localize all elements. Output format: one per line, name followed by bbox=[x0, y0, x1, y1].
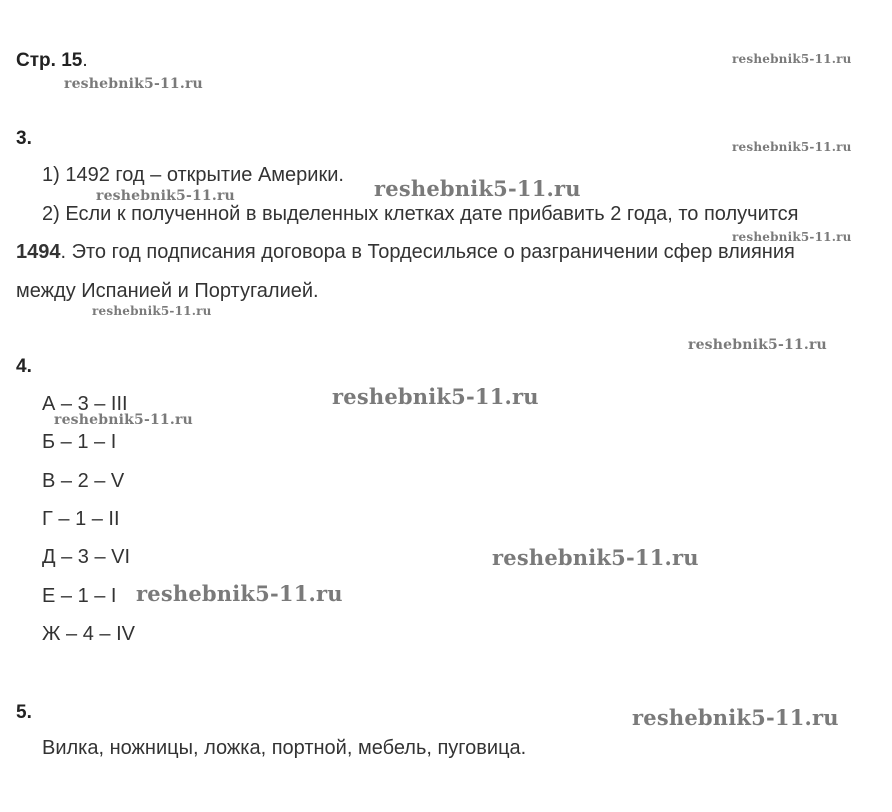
watermark: reshebnik5-11.ru bbox=[632, 705, 839, 730]
watermark: reshebnik5-11.ru bbox=[732, 140, 852, 154]
task4-item-d: Д – 3 – VI bbox=[42, 546, 131, 568]
task3-line1: 1) 1492 год – открытие Америки. bbox=[42, 164, 344, 186]
watermark: reshebnik5-11.ru bbox=[332, 384, 539, 409]
watermark: reshebnik5-11.ru bbox=[374, 176, 581, 201]
watermark: reshebnik5-11.ru bbox=[688, 337, 827, 353]
watermark: reshebnik5-11.ru bbox=[96, 188, 235, 204]
page-header bbox=[16, 50, 88, 72]
task4-item-a: А – 3 – III bbox=[42, 393, 128, 415]
watermark: reshebnik5-11.ru bbox=[54, 412, 193, 428]
task4-item-b: Б – 1 – I bbox=[42, 431, 117, 453]
task4-item-e: Е – 1 – I bbox=[42, 585, 117, 607]
task5-answer: Вилка, ножницы, ложка, портной, мебель, пуговица. bbox=[42, 737, 527, 759]
task4-number: 4. bbox=[16, 356, 32, 377]
watermark: reshebnik5-11.ru bbox=[92, 304, 212, 318]
watermark: reshebnik5-11.ru bbox=[136, 581, 343, 606]
page-header-label: Стр. 15 bbox=[16, 50, 83, 71]
watermark: reshebnik5-11.ru bbox=[732, 52, 852, 66]
task4-item-v: В – 2 – V bbox=[42, 470, 125, 492]
task4-item-g: Г – 1 – II bbox=[42, 508, 120, 530]
task3-line3-rest: . Это год подписания договора в Тордесильясе о разграничении сфер влияния bbox=[60, 241, 795, 263]
watermark: reshebnik5-11.ru bbox=[732, 230, 852, 244]
task4-item-zh: Ж – 4 – IV bbox=[42, 623, 135, 645]
task3-line3 bbox=[16, 241, 795, 264]
page-header-suffix: . bbox=[82, 50, 88, 71]
watermark: reshebnik5-11.ru bbox=[492, 545, 699, 570]
watermark: reshebnik5-11.ru bbox=[64, 76, 203, 92]
task3-number: 3. bbox=[16, 128, 32, 149]
task3-year-bold: 1494 bbox=[16, 241, 61, 263]
task5-number: 5. bbox=[16, 702, 32, 723]
task3-line4: между Испанией и Португалией. bbox=[16, 280, 319, 302]
task3-line2: 2) Если к полученной в выделенных клетках дате прибавить 2 года, то получится bbox=[42, 203, 799, 225]
